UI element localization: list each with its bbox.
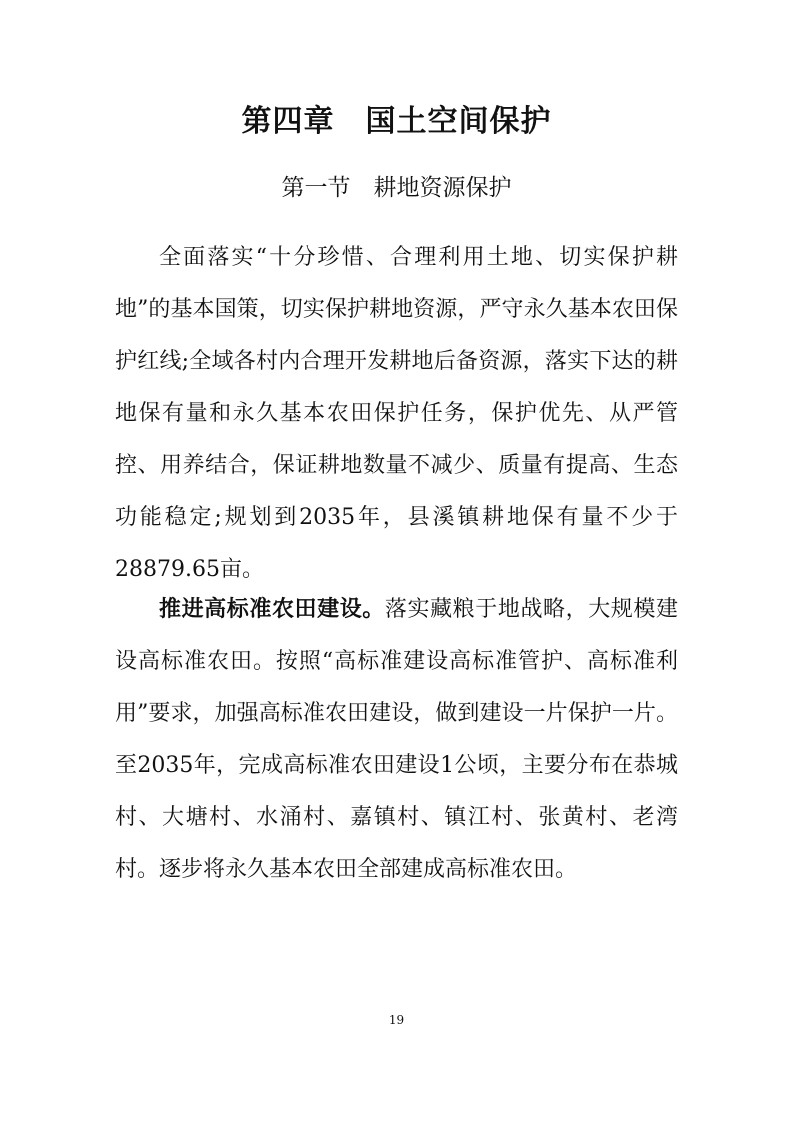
page-number: 19 — [388, 1013, 405, 1027]
paragraph-2-lead-heading: 推进高标准农田建设。 — [159, 597, 385, 622]
paragraph-1-text: 全面落实“十分珍惜、合理利用土地、切实保护耕地”的基本国策，切实保护耕地资源，严守永久基本农田保护红线;全域各村内合理开发耕地后备资源，落实下达的耕地保有量和永久基本农田保护任务，保护优先、从严管控、用养结合，保证耕地数量不减少、质量有提高、生态功能稳定;规划到2035年，县溪镇耕地保有量不少于28879.65亩。 — [115, 245, 678, 582]
paragraph-2-text: 落实藏粮于地战略，大规模建设高标准农田。按照“高标准建设高标准管护、高标准利用”要求，加强高标准农田建设，做到建设一片保护一片。至2035年，完成高标准农田建设1公顷，主要分布在恭城村、大塘村、水涌村、嘉镇村、镇江村、张黄村、老湾村。逐步将永久基本农田全部建成高标准农田。 — [115, 597, 678, 882]
body-paragraph-1 — [115, 232, 678, 596]
section-title: 第一节 耕地资源保护 — [281, 175, 512, 201]
chapter-title: 第四章 国土空间保护 — [241, 104, 552, 139]
body-paragraph-2 — [115, 584, 678, 896]
